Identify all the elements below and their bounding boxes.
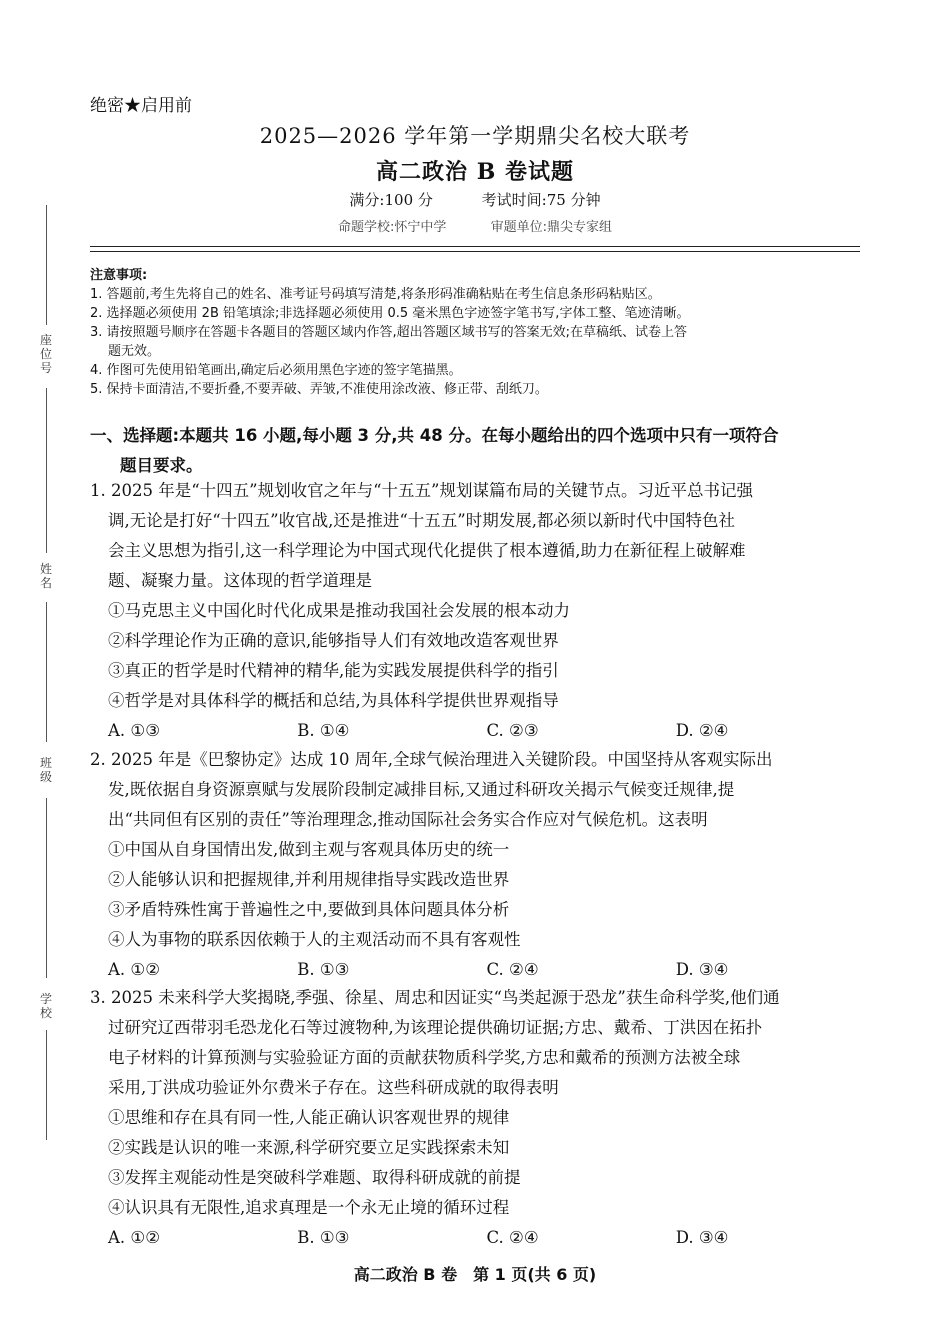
note-item: 4. 作图可先使用铅笔画出,确定后必须用黑色字迹的签字笔描黑。 <box>90 363 462 378</box>
note-item: 2. 选择题必须使用 2B 铅笔填涂;非选择题必须使用 0.5 毫米黑色字迹签字笔书写,字体工整、笔迹清晰。 <box>90 306 690 321</box>
note-item: 3. 请按照题号顺序在答题卡各题目的答题区域内作答,超出答题区域书写的答案无效;在草稿纸、试卷上答 <box>90 325 688 340</box>
question-stem-line: 电子材料的计算预测与实验验证方面的贡献获物质科学奖,方忠和戴希的预测方法被全球 <box>108 1048 741 1067</box>
section-heading-line: 题目要求。 <box>120 456 203 475</box>
section-heading <box>90 421 865 481</box>
choice-a[interactable]: A. ①③ <box>108 721 160 740</box>
question-option: ④人为事物的联系因依赖于人的主观活动而不具有客观性 <box>108 930 521 949</box>
question-stem-line: 1. 2025 年是“十四五”规划收官之年与“十五五”规划谋篇布局的关键节点。习近平总书记强 <box>90 481 753 500</box>
note-item: 5. 保持卡面清洁,不要折叠,不要弄破、弄皱,不准使用涂改液、修正带、刮纸刀。 <box>90 382 548 397</box>
binding-line <box>46 1030 47 1140</box>
side-label-seat: 座位号 <box>39 333 52 375</box>
choice-d[interactable]: D. ③④ <box>675 1228 729 1247</box>
setter: 命题学校:怀宁中学 <box>338 220 447 235</box>
choice-c[interactable]: C. ②④ <box>486 1228 539 1247</box>
answer-choices <box>90 716 865 746</box>
exam-time: 考试时间:75 分钟 <box>481 191 601 209</box>
binding-line <box>46 602 47 742</box>
choice-a[interactable]: A. ①② <box>108 960 160 979</box>
paper-title: 高二政治 B 卷试题 <box>376 159 574 185</box>
note-item: 1. 答题前,考生先将自己的姓名、准考证号码填写清楚,将条形码准确粘贴在考生信息条形码粘贴区。 <box>90 287 661 302</box>
side-label-class: 班级 <box>39 756 52 784</box>
question-option: ③真正的哲学是时代精神的精华,能为实践发展提供科学的指引 <box>108 661 559 680</box>
exam-name: 2025—2026 学年第一学期鼎尖名校大联考 <box>259 124 691 148</box>
choice-d[interactable]: D. ③④ <box>675 960 729 979</box>
question-2 <box>90 745 865 985</box>
answer-choices <box>90 955 865 985</box>
question-3 <box>90 983 865 1253</box>
full-score: 满分:100 分 <box>349 191 433 209</box>
header-rule <box>90 251 860 252</box>
side-label-name: 姓名 <box>39 562 52 590</box>
binding-line <box>46 388 47 553</box>
header-rule <box>90 246 860 247</box>
answer-choices <box>90 1223 865 1253</box>
note-item: 题无效。 <box>108 344 161 359</box>
confidential-mark: 绝密★启用前 <box>90 96 192 116</box>
question-option: ②实践是认识的唯一来源,科学研究要立足实践探索未知 <box>108 1138 510 1157</box>
question-stem-line: 题、凝聚力量。这体现的哲学道理是 <box>108 571 372 590</box>
question-option: ③发挥主观能动性是突破科学难题、取得科研成就的前提 <box>108 1168 521 1187</box>
reviewer: 审题单位:鼎尖专家组 <box>490 220 612 235</box>
choice-b[interactable]: B. ①③ <box>297 1228 350 1247</box>
question-stem-line: 采用,丁洪成功验证外尔费米子存在。这些科研成就的取得表明 <box>108 1078 559 1097</box>
question-stem-line: 2. 2025 年是《巴黎协定》达成 10 周年,全球气候治理进入关键阶段。中国坚持从客观实际出 <box>90 750 773 769</box>
question-option: ①马克思主义中国化时代化成果是推动我国社会发展的根本动力 <box>108 601 570 620</box>
question-stem-line: 会主义思想为指引,这一科学理论为中国式现代化提供了根本遵循,助力在新征程上破解难 <box>108 541 746 560</box>
question-stem-line: 3. 2025 未来科学大奖揭晓,季强、徐星、周忠和因证实“鸟类起源于恐龙”获生命科学奖,他们通 <box>90 988 780 1007</box>
choice-a[interactable]: A. ①② <box>108 1228 160 1247</box>
question-option: ④认识具有无限性,追求真理是一个永无止境的循环过程 <box>108 1198 510 1217</box>
page-footer: 高二政治 B 卷 第 1 页(共 6 页) <box>353 1265 597 1284</box>
question-1 <box>90 476 865 746</box>
exam-credits <box>0 216 950 235</box>
question-stem-line: 过研究辽西带羽毛恐龙化石等过渡物种,为该理论提供确切证据;方忠、戴希、丁洪因在拓扑 <box>108 1018 763 1037</box>
choice-c[interactable]: C. ②④ <box>486 960 539 979</box>
question-stem-line: 发,既依据自身资源禀赋与发展阶段制定减排目标,又通过科研攻关揭示气候变迁规律,提 <box>108 780 735 799</box>
exam-notes <box>90 266 860 399</box>
side-label-school: 学校 <box>39 992 52 1020</box>
question-stem-line: 调,无论是打好“十四五”收官战,还是推进“十五五”时期发展,都必须以新时代中国特色社 <box>108 511 735 530</box>
question-option: ②人能够认识和把握规律,并利用规律指导实践改造世界 <box>108 870 510 889</box>
choice-b[interactable]: B. ①④ <box>297 721 350 740</box>
notes-heading: 注意事项: <box>90 268 148 283</box>
binding-line <box>46 798 47 978</box>
question-option: ④哲学是对具体科学的概括和总结,为具体科学提供世界观指导 <box>108 691 559 710</box>
question-option: ③矛盾特殊性寓于普遍性之中,要做到具体问题具体分析 <box>108 900 510 919</box>
question-stem-line: 出“共同但有区别的责任”等治理理念,推动国际社会务实合作应对气候危机。这表明 <box>108 810 708 829</box>
question-option: ①中国从自身国情出发,做到主观与客观具体历史的统一 <box>108 840 510 859</box>
exam-meta <box>0 189 950 210</box>
question-option: ①思维和存在具有同一性,人能正确认识客观世界的规律 <box>108 1108 510 1127</box>
question-option: ②科学理论作为正确的意识,能够指导人们有效地改造客观世界 <box>108 631 559 650</box>
section-heading-line: 一、选择题:本题共 16 小题,每小题 3 分,共 48 分。在每小题给出的四个选项中只有一项符合 <box>90 426 779 445</box>
choice-b[interactable]: B. ①③ <box>297 960 350 979</box>
choice-c[interactable]: C. ②③ <box>486 721 539 740</box>
choice-d[interactable]: D. ②④ <box>675 721 729 740</box>
